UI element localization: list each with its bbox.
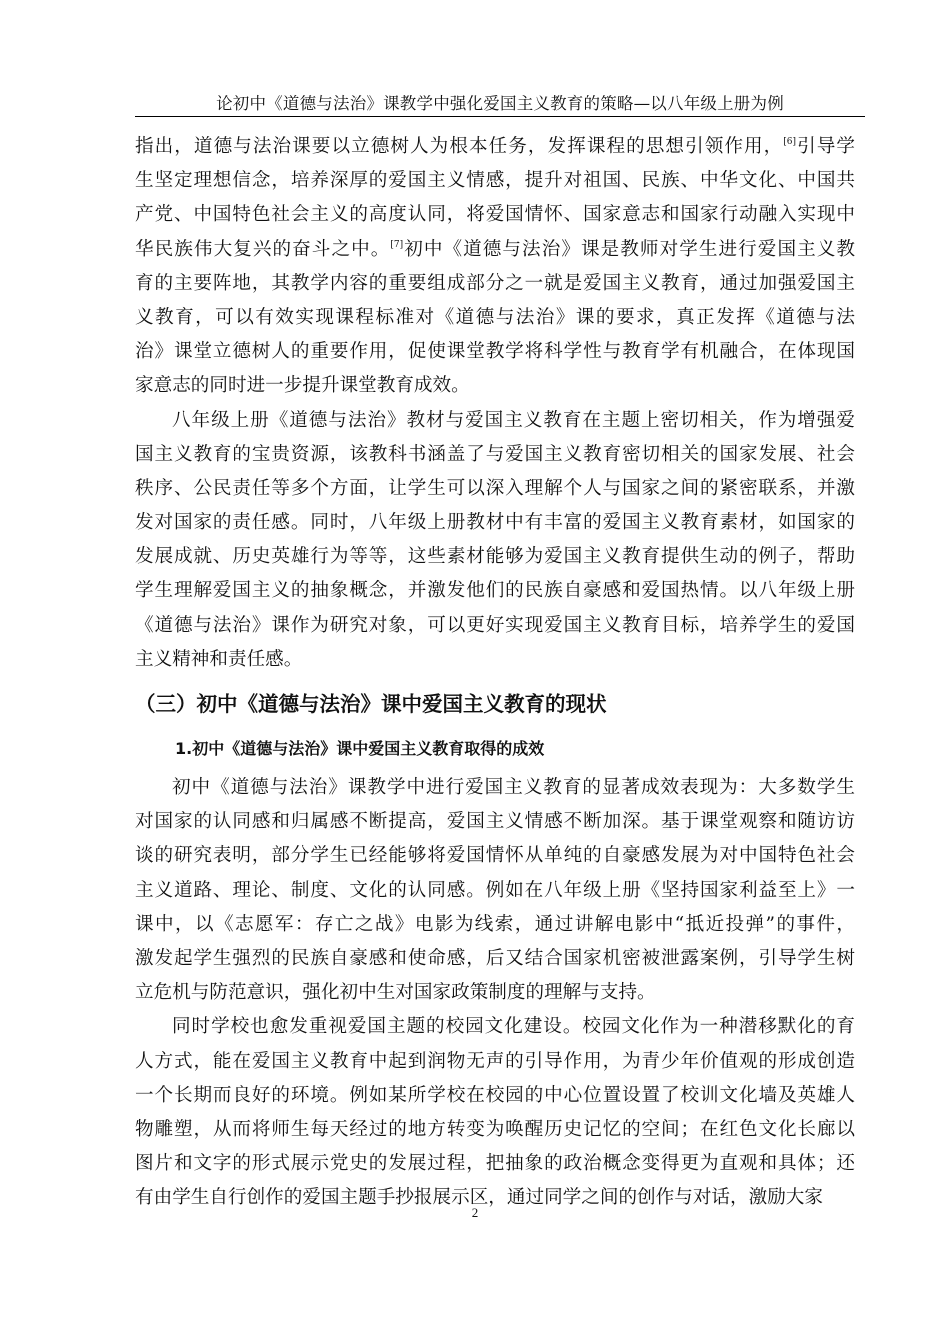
text-segment: 义教育，可以有效实现课程标准对《道德与法治》课的要求，真正发挥《道德与法	[135, 306, 855, 328]
text-segment: 有由学生自行创作的爱国主题手抄报展示区，通过同学之间的创作与对话，激励大家	[135, 1187, 823, 1209]
subsection-heading: 1.初中《道德与法治》课中爱国主义教育取得的成效	[175, 739, 545, 758]
text-segment: 初中《道德与法治》课是教师对学生进行爱国主义教	[403, 238, 855, 260]
text-segment: 物雕塑，从而将师生每天经过的地方转变为唤醒历史记忆的空间；在红色文化长廊以	[135, 1118, 855, 1140]
text-segment: 指出，道德与法治课要以立德树人为根本任务，发挥课程的思想引领作用，	[135, 136, 784, 157]
text-segment: 产党、中国特色社会主义的高度认同，将爱国情怀、国家意志和国家行动融入实现中	[135, 204, 855, 226]
text-segment: 主义精神和责任感。	[135, 648, 303, 670]
text-segment: 生坚定理想信念，培养深厚的爱国主义情感，提升对祖国、民族、中华文化、中国共	[135, 170, 855, 192]
text-line	[135, 369, 855, 403]
text-line	[135, 609, 855, 643]
text-line	[135, 267, 855, 301]
text-segment: 育的主要阵地，其教学内容的重要组成部分之一就是爱国主义教育，通过加强爱国主	[135, 272, 855, 294]
text-line	[135, 574, 855, 608]
text-segment: 激发起学生强烈的民族自豪感和使命感，后又结合国家机密被泄露案例，引导学生树	[135, 947, 855, 969]
text-segment: 对国家的认同感和归属感不断提高，爱国主义情感不断加深。基于课堂观察和随访访	[135, 811, 855, 833]
text-segment: 学生理解爱国主义的抽象概念，并激发他们的民族自豪感和爱国热情。以八年级上册	[135, 580, 855, 602]
text-segment: 主义道路、理论、制度、文化的认同感。例如在八年级上册《坚持国家利益至上》一	[135, 879, 855, 901]
citation-marker: [7]	[390, 239, 404, 250]
text-line	[135, 771, 855, 805]
text-line	[135, 301, 855, 335]
text-segment: 发对国家的责任感。同时，八年级上册教材中有丰富的爱国主义教育素材，如国家的	[135, 512, 855, 534]
text-segment: 家意志的同时进一步提升课堂教育成效。	[135, 375, 470, 397]
text-segment: 课中，以《志愿军：存亡之战》电影为线索，通过讲解电影中“抵近投弹”的事件，	[135, 913, 855, 935]
text-line	[135, 335, 855, 369]
text-segment: 一个长期而良好的环境。例如某所学校在校园的中心位置设置了校训文化墙及英雄人	[135, 1084, 855, 1106]
text-line	[135, 130, 855, 164]
paragraph	[135, 404, 855, 678]
text-segment: 华民族伟大复兴的奋斗之中。	[135, 238, 391, 260]
text-line	[135, 908, 855, 942]
paragraph	[135, 1010, 855, 1215]
text-line	[135, 164, 855, 198]
text-line	[135, 1045, 855, 1079]
paragraph	[135, 771, 855, 1010]
text-line	[135, 198, 855, 232]
text-line	[135, 1010, 855, 1044]
text-segment: 《道德与法治》课作为研究对象，可以更好实现爱国主义教育目标，培养学生的爱国	[135, 614, 855, 636]
text-line	[135, 1147, 855, 1181]
text-line	[135, 805, 855, 839]
text-segment: 国主义教育的宝贵资源，该教科书涵盖了与爱国主义教育密切相关的国家发展、社会	[135, 443, 855, 465]
text-segment: 发展成就、历史英雄行为等等，这些素材能够为爱国主义教育提供生动的例子，帮助	[135, 546, 855, 568]
text-segment: 同时学校也愈发重视爱国主题的校园文化建设。校园文化作为一种潜移默化的育	[172, 1016, 855, 1038]
text-line	[135, 506, 855, 540]
text-line	[135, 404, 855, 438]
text-segment: 初中《道德与法治》课教学中进行爱国主义教育的显著成效表现为：大多数学生	[172, 777, 855, 798]
text-segment: 治》课堂立德树人的重要作用，促使课堂教学将科学性与教育学有机融合，在体现国	[135, 341, 855, 363]
text-segment: 八年级上册《道德与法治》教材与爱国主义教育在主题上密切相关，作为增强爱	[172, 409, 855, 431]
page-body	[135, 130, 855, 1215]
text-segment: 立危机与防范意识，强化初中生对国家政策制度的理解与支持。	[135, 982, 656, 1004]
page-number: 2	[471, 1205, 479, 1220]
text-line	[135, 976, 855, 1010]
text-segment: 引导学	[796, 136, 855, 157]
text-line	[135, 540, 855, 574]
text-line	[135, 839, 855, 873]
text-segment: 图片和文字的形式展示党史的发展过程，把抽象的政治概念变得更为直观和具体；还	[135, 1153, 855, 1175]
text-line	[135, 874, 855, 908]
text-segment: 秩序、公民责任等多个方面，让学生可以深入理解个人与国家之间的紧密联系，并激	[135, 477, 855, 499]
citation-marker: [6]	[783, 137, 797, 147]
section-heading: （三）初中《道德与法治》课中爱国主义教育的现状	[135, 692, 607, 716]
text-line	[135, 233, 855, 267]
text-line	[135, 1113, 855, 1147]
paragraph	[135, 130, 855, 404]
paragraph-group-1	[135, 130, 855, 677]
text-line	[135, 942, 855, 976]
text-line	[135, 643, 855, 677]
text-line	[135, 472, 855, 506]
paragraph-group-2	[135, 771, 855, 1215]
text-line	[135, 438, 855, 472]
text-line	[135, 1079, 855, 1113]
running-header: 论初中《道德与法治》课教学中强化爱国主义教育的策略—以八年级上册为例	[135, 90, 865, 117]
text-segment: 谈的研究表明，部分学生已经能够将爱国情怀从单纯的自豪感发展为对中国特色社会	[135, 845, 855, 867]
text-segment: 人方式，能在爱国主义教育中起到润物无声的引导作用，为青少年价值观的形成创造	[135, 1050, 855, 1072]
